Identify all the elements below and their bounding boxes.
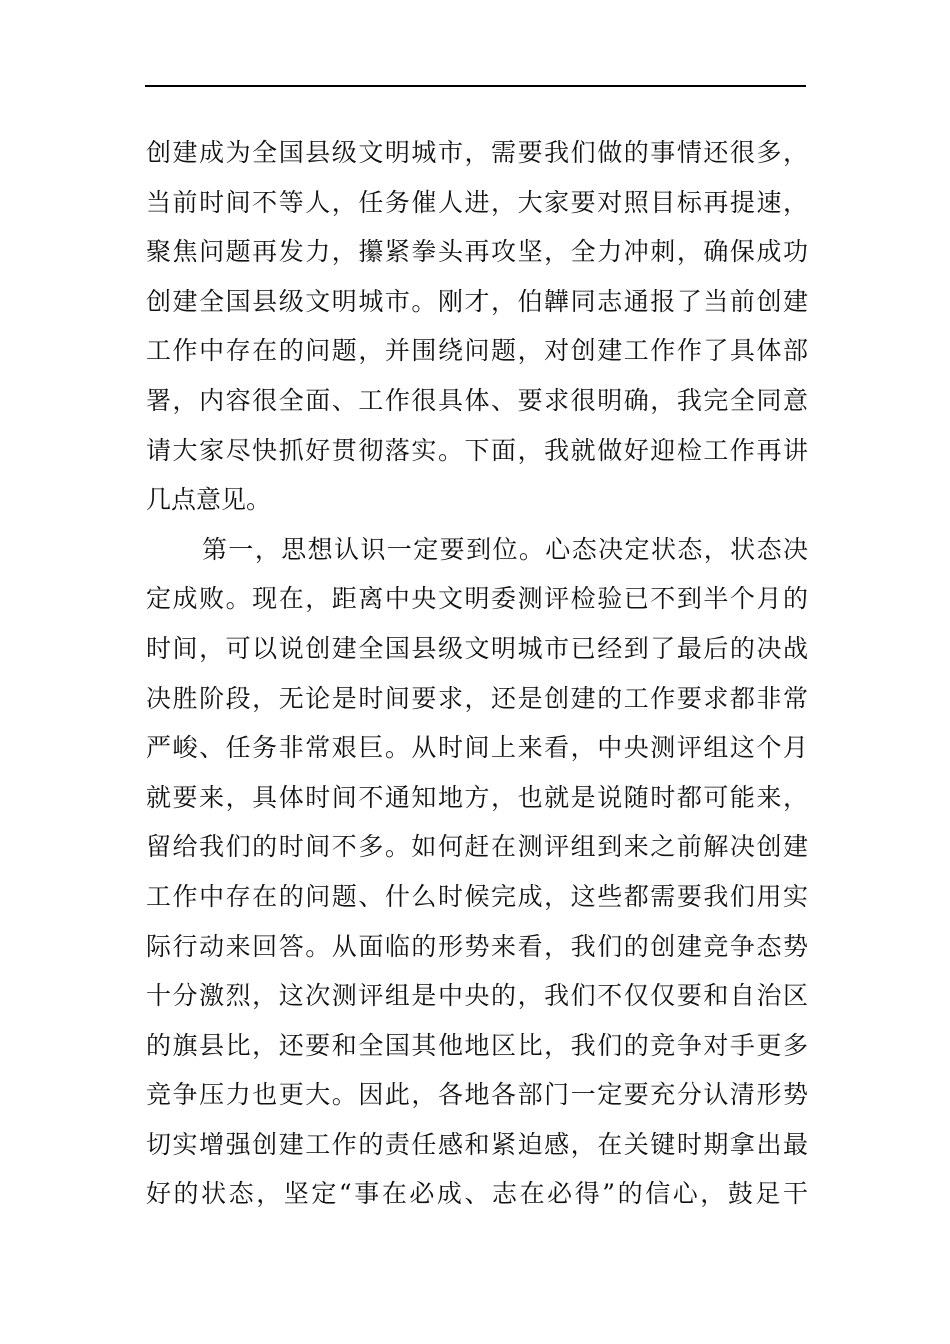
text-line: 创建成为全国县级文明城市，需要我们做的事情还很多， [146,138,808,167]
text-line: 留给我们的时间不多。如何赶在测评组到来之前解决创建 [146,832,808,862]
text-line: 工作中存在的问题、什么时候完成，这些都需要我们用实 [146,881,808,911]
text-line: 十分激烈，这次测评组是中央的，我们不仅仅要和自治区 [146,981,808,1011]
text-line: 请大家尽快抓好贯彻落实。下面，我就做好迎检工作再讲 [146,435,808,465]
text-line: 创建全国县级文明城市。刚才，伯韡同志通报了当前创建 [146,286,808,316]
text-line: 切实增强创建工作的责任感和紧迫感，在关键时期拿出最 [146,1129,808,1159]
text-line: 几点意见。 [146,485,272,515]
text-line: 就要来，具体时间不通知地方，也就是说随时都可能来， [146,782,808,812]
text-line: 时间，可以说创建全国县级文明城市已经到了最后的决战 [146,633,808,663]
text-line: 工作中存在的问题，并围绕问题，对创建工作作了具体部 [146,336,808,366]
text-line: 决胜阶段，无论是时间要求，还是创建的工作要求都非常 [146,683,808,713]
header-rule [145,85,806,87]
paragraph-first-line: 第一，思想认识一定要到位。心态决定状态，状态决 [202,534,808,564]
text-line: 竞争压力也更大。因此，各地各部门一定要充分认清形势 [146,1080,808,1110]
text-line: 好的状态，坚定“事在必成、志在必得”的信心，鼓足干 [146,1179,808,1209]
text-line: 严峻、任务非常艰巨。从时间上来看，中央测评组这个月 [146,733,808,763]
text-line: 当前时间不等人，任务催人进，大家要对照目标再提速， [146,187,808,217]
text-line: 聚焦问题再发力，攥紧拳头再攻坚，全力冲刺，确保成功 [146,237,808,267]
text-line: 署，内容很全面、工作很具体、要求很明确，我完全同意 [146,385,808,415]
document-body [146,128,808,1219]
text-line: 定成败。现在，距离中央文明委测评检验已不到半个月的 [146,584,808,614]
text-line: 际行动来回答。从面临的形势来看，我们的创建竞争态势 [146,931,808,961]
text-line: 的旗县比，还要和全国其他地区比，我们的竞争对手更多 [146,1030,808,1060]
